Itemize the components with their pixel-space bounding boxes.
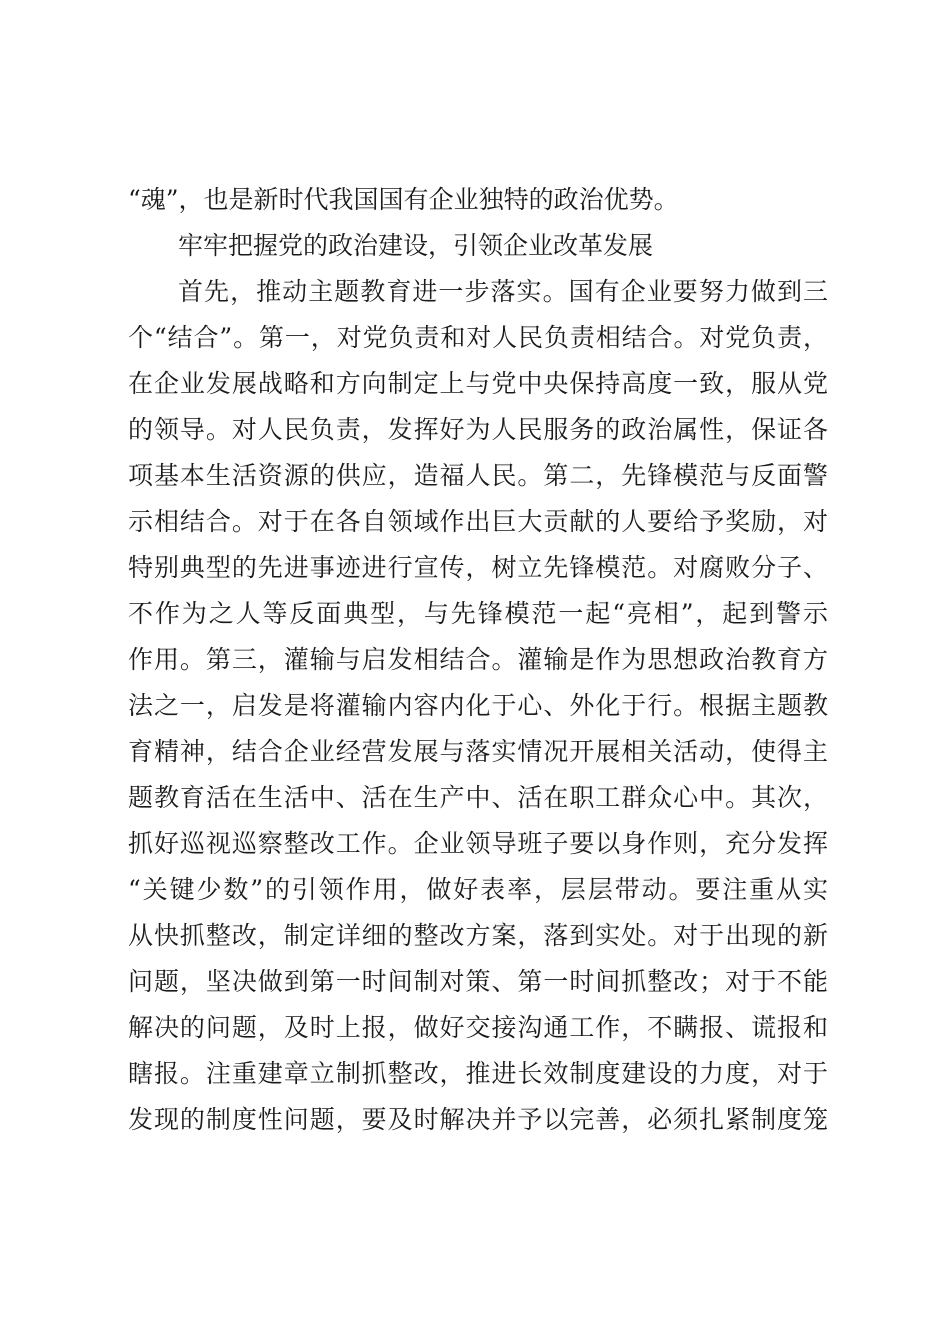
text-line-3: 首先，推动主题教育进一步落实。国有企业要努力做到三	[178, 277, 828, 306]
text-line-9: 特别典型的先进事迹进行宣传，树立先锋模范。对腐败分子、	[128, 553, 828, 582]
text-line-20: 瞎报。注重建章立制抓整改，推进长效制度建设的力度，对于	[128, 1059, 828, 1088]
text-line-7: 项基本生活资源的供应，造福人民。第二，先锋模范与反面警	[128, 461, 828, 490]
text-line-4: 个“结合”。第一，对党负责和对人民负责相结合。对党负责，	[128, 323, 828, 352]
section-heading: 牢牢把握党的政治建设，引领企业改革发展	[178, 231, 654, 260]
text-line-5: 在企业发展战略和方向制定上与党中央保持高度一致，服从党	[128, 369, 828, 398]
text-line-18: 问题，坚决做到第一时间制对策、第一时间抓整改；对于不能	[128, 967, 828, 996]
text-line-10: 不作为之人等反面典型，与先锋模范一起“亮相”，起到警示	[128, 599, 828, 628]
text-line-19: 解决的问题，及时上报，做好交接沟通工作，不瞒报、谎报和	[128, 1013, 828, 1042]
text-line-21: 发现的制度性问题，要及时解决并予以完善，必须扎紧制度笼	[128, 1105, 828, 1134]
text-line-1: “魂”，也是新时代我国国有企业独特的政治优势。	[128, 185, 679, 214]
text-line-6: 的领导。对人民负责，发挥好为人民服务的政治属性，保证各	[128, 415, 828, 444]
text-line-13: 育精神，结合企业经营发展与落实情况开展相关活动，使得主	[128, 737, 828, 766]
text-line-16: “关键少数”的引领作用，做好表率，层层带动。要注重从实	[128, 875, 828, 904]
text-line-8: 示相结合。对于在各自领域作出巨大贡献的人要给予奖励，对	[128, 507, 828, 536]
text-line-11: 作用。第三，灌输与启发相结合。灌输是作为思想政治教育方	[128, 645, 828, 674]
text-line-15: 抓好巡视巡察整改工作。企业领导班子要以身作则，充分发挥	[128, 829, 828, 858]
text-line-12: 法之一，启发是将灌输内容内化于心、外化于行。根据主题教	[128, 691, 828, 720]
text-line-17: 从快抓整改，制定详细的整改方案，落到实处。对于出现的新	[128, 921, 828, 950]
text-line-14: 题教育活在生活中、活在生产中、活在职工群众心中。其次，	[128, 783, 828, 812]
